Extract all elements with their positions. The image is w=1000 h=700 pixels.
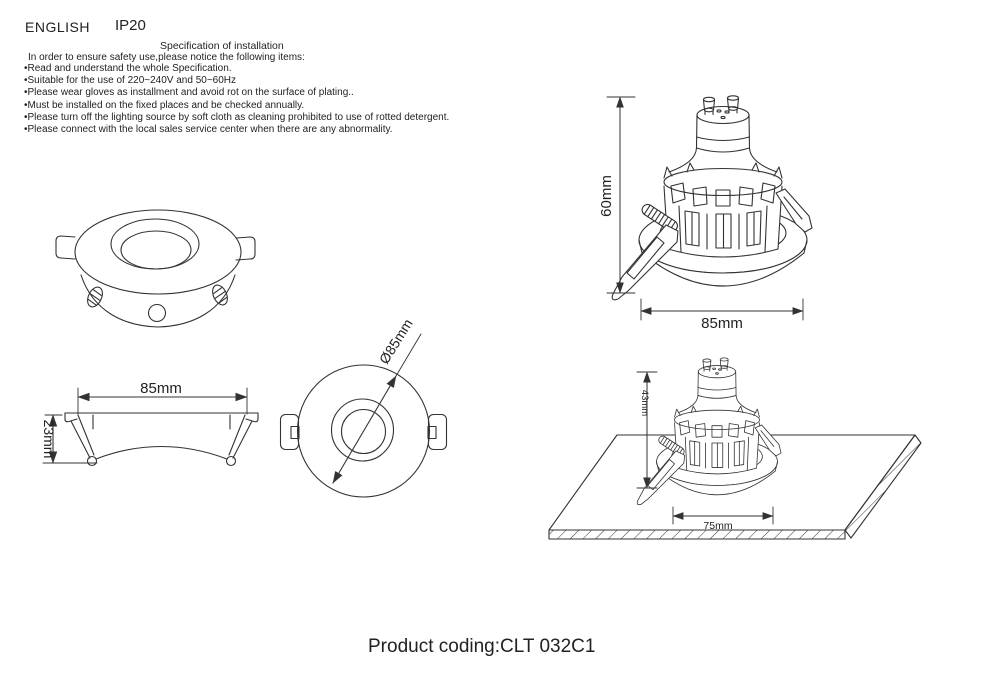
spec-item	[24, 100, 449, 112]
spec-list	[24, 63, 449, 136]
drawing-bottom-view	[278, 300, 458, 500]
spec-item	[24, 75, 449, 87]
ring-outer-ellipse	[75, 210, 241, 294]
drawing-trim-ring-perspective	[48, 193, 263, 353]
spec-title: Specification of installation	[160, 40, 284, 52]
bullet: •	[24, 87, 28, 99]
label-85mm-side: 85mm	[140, 380, 182, 397]
spec-item-text: Suitable for the use of 220~240V and 50~60Hz	[27, 75, 237, 87]
bullet: •	[24, 124, 28, 136]
mounting-tab-left	[281, 415, 300, 450]
product-coding: Product coding:CLT 032C1	[368, 636, 596, 657]
label-60mm: 60mm	[598, 175, 615, 217]
label-43mm: 43mm	[639, 389, 650, 417]
label-75mm: 75mm	[703, 520, 733, 532]
bullet: •	[24, 99, 28, 111]
label-85mm-fixture: 85mm	[701, 315, 743, 332]
label-diameter-85mm: Ø85mm	[375, 315, 416, 367]
mounting-tab-left	[56, 236, 75, 259]
spec-item	[24, 63, 449, 75]
mounting-tab-right	[236, 237, 255, 260]
bullet: •	[24, 111, 28, 123]
spec-item-text: Read and understand the whole Specification.	[27, 63, 232, 74]
bullet: •	[24, 75, 28, 87]
bullet: •	[24, 63, 28, 74]
spec-item	[24, 87, 449, 99]
clip-recess-left	[85, 285, 106, 310]
language-label: ENGLISH	[25, 19, 90, 35]
mounting-tab-right	[428, 415, 447, 450]
ip-rating-label: IP20	[115, 17, 146, 34]
spec-item-text: Must be installed on the fixed places and be checked annually.	[27, 99, 305, 111]
spec-item-text: Please connect with the local sales service center when there are any abnormality.	[27, 124, 393, 136]
spec-intro: In order to ensure safety use,please notice the following items:	[28, 52, 305, 63]
fixture-assembled	[612, 96, 812, 300]
spec-item	[24, 112, 449, 124]
ring-front-hole	[149, 305, 166, 322]
spec-item-text: Please wear gloves as installment and avoid rot on the surface of plating..	[27, 87, 354, 99]
spec-item-text: Please turn off the lighting source by soft cloth as cleaning prohibited to use of rotted detergent.	[27, 111, 450, 123]
spec-item	[24, 124, 449, 136]
drawing-fixture-and-installation	[545, 80, 945, 560]
ring-skirt	[81, 275, 235, 327]
trim-ring-profile	[65, 413, 258, 466]
drawing-side-view	[15, 375, 267, 487]
panel-front-edge	[549, 530, 845, 539]
clip-recess-right	[210, 283, 231, 308]
label-23mm-side: 23mm	[41, 419, 57, 459]
